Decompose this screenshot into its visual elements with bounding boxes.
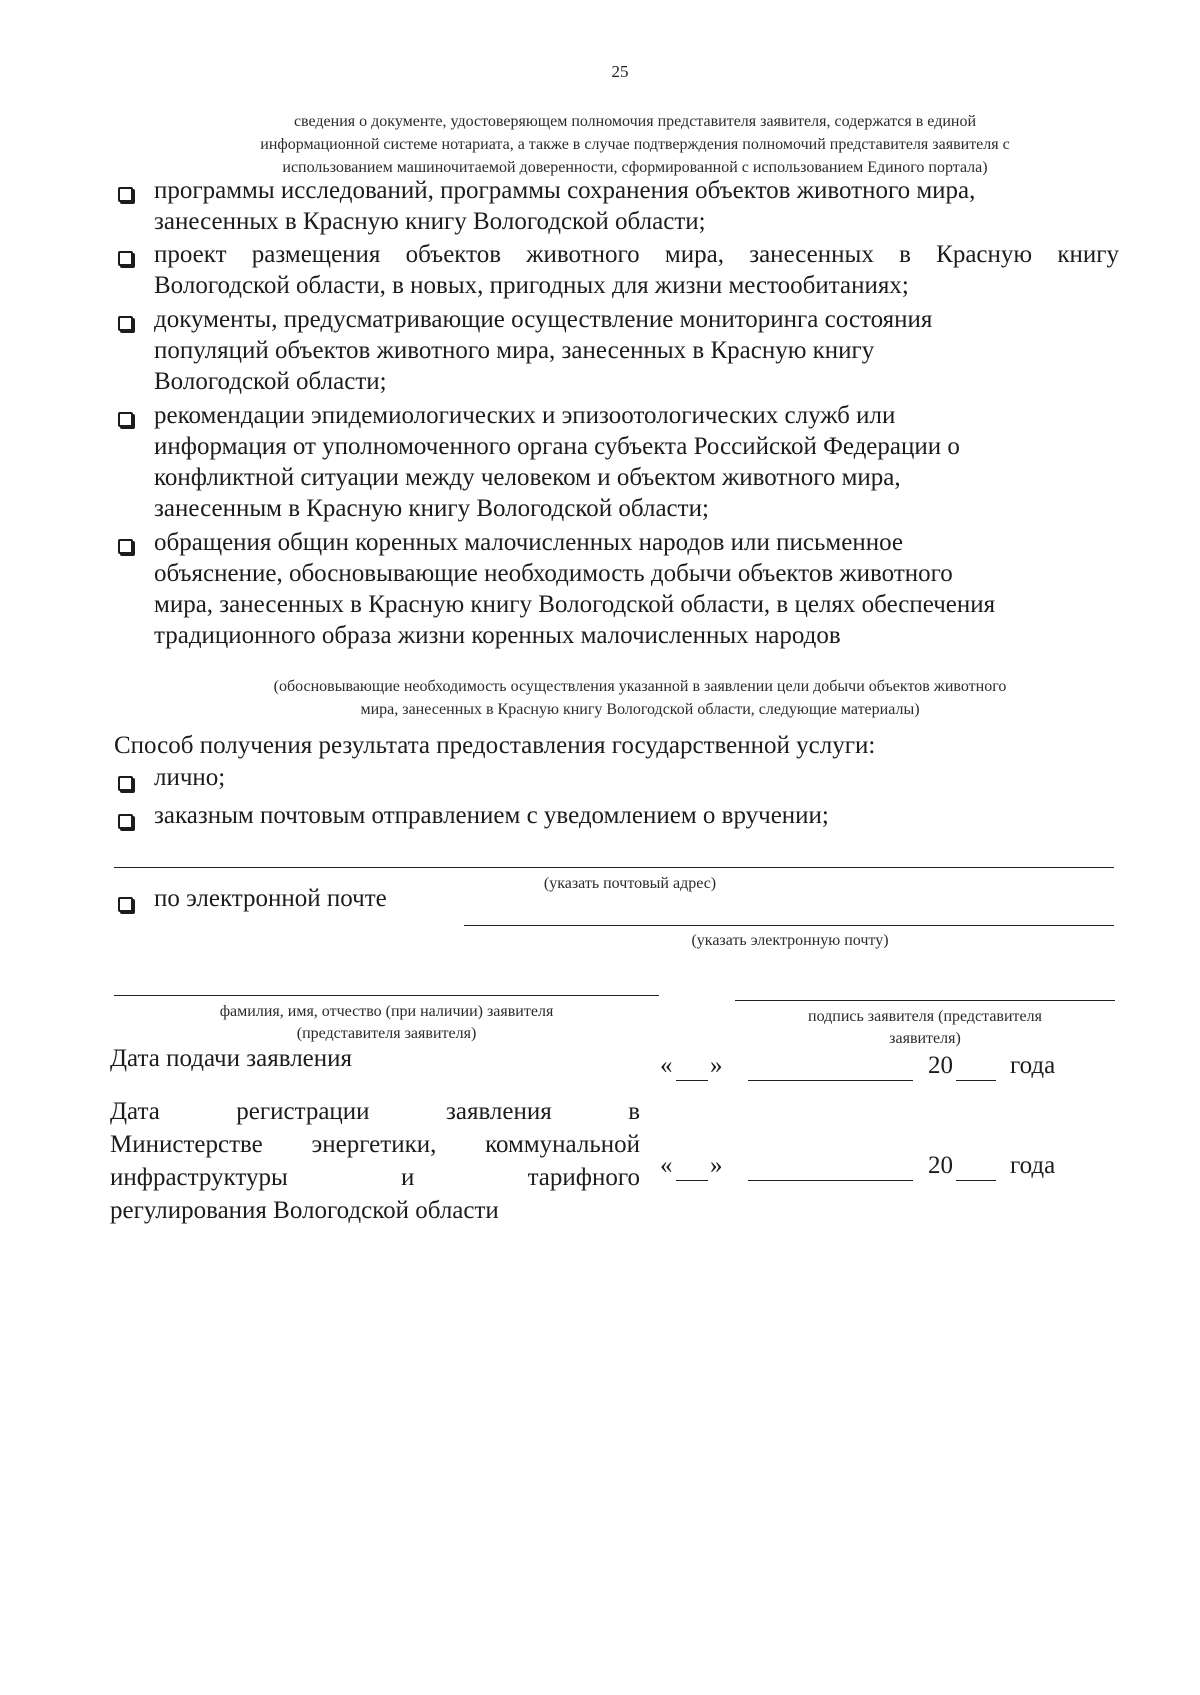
delivery-in-person: лично; [154, 764, 226, 791]
document-line: объяснение, обосновывающие необходимость добычи объектов животного [154, 560, 953, 587]
page-number: 25 [611, 62, 629, 81]
note-top-line: сведения о документе, удостоверяющем полномочия представителя заявителя, содержатся в единой [293, 113, 977, 130]
document-line: популяций объектов животного мира, занесенных в Красную книгу [154, 337, 875, 364]
document-line: занесенных в Красную книгу Вологодской области; [154, 208, 706, 235]
quote-open: « [660, 1052, 673, 1079]
registration-word: инфраструктуры [110, 1164, 288, 1191]
note-middle-line: (обосновывающие необходимость осуществления указанной в заявлении цели добычи объектов животного [273, 678, 1007, 695]
note-middle [160, 675, 1120, 721]
checkbox-in-person[interactable] [118, 776, 133, 791]
quote-close: » [710, 1152, 723, 1179]
year-word: года [1010, 1152, 1056, 1179]
month-blank[interactable] [748, 1180, 913, 1181]
document-line: обращения общин коренных малочисленных народов или письменное [154, 529, 903, 556]
applicant-name-caption-line: (представителя заявителя) [296, 1025, 477, 1042]
registration-word: заявления [445, 1098, 552, 1125]
signature-caption [735, 1006, 1115, 1050]
note-top-line: информационной системе нотариата, а также в случае подтверждения полномочий представителя заявителя с [260, 136, 1010, 153]
applicant-name-caption [114, 1001, 659, 1045]
delivery-post: заказным почтовым отправлением с уведомлением о вручении; [154, 802, 829, 829]
signature-line[interactable] [735, 1000, 1115, 1001]
document-line: Вологодской области, в новых, пригодных для жизни местообитаниях; [154, 272, 909, 299]
document-line: конфликтной ситуации между человеком и объектом животного мира, [154, 464, 901, 491]
registration-word: в [628, 1098, 640, 1125]
signature-caption-line: подпись заявителя (представителя [808, 1008, 1042, 1025]
year-word: года [1010, 1052, 1056, 1079]
quote-open: « [660, 1152, 673, 1179]
applicant-name-caption-line: фамилия, имя, отчество (при наличии) заявителя [219, 1003, 554, 1020]
document-line: документы, предусматривающие осуществление мониторинга состояния [154, 306, 933, 333]
document-line: программы исследований, программы сохранения объектов животного мира, [154, 177, 976, 204]
registration-date-field [660, 1152, 1080, 1186]
document-line: традиционного образа жизни коренных малочисленных народов [154, 622, 841, 649]
checkbox[interactable] [118, 412, 133, 427]
document-line: мира, занесенных в Красную книгу Вологодской области, в целях обеспечения [154, 591, 996, 618]
document-line: рекомендации эпидемиологических и эпизоотологических служб или [154, 402, 896, 429]
registration-date-label [110, 1095, 640, 1227]
postal-address-caption: (указать почтовый адрес) [543, 875, 717, 892]
registration-word: и [400, 1164, 415, 1191]
note-top-line: использованием машиночитаемой доверенности, сформированной с использованием Единого портала) [282, 159, 988, 176]
document-line: информация от уполномоченного органа субъекта Российской Федерации о [154, 433, 960, 460]
registration-label-line [110, 1095, 640, 1128]
day-blank[interactable] [676, 1080, 708, 1081]
document-line: проект размещения объектов животного мира, занесенных в Красную книгу [154, 241, 1119, 268]
document-line: Вологодской области; [154, 368, 387, 395]
year-blank[interactable] [956, 1180, 996, 1181]
registration-label-line: регулирования Вологодской области [110, 1197, 499, 1224]
signature-caption-line: заявителя) [889, 1030, 961, 1047]
applicant-name-line[interactable] [114, 995, 659, 996]
checkbox[interactable] [118, 316, 133, 331]
registration-word: тарифного [527, 1164, 640, 1191]
quote-close: » [710, 1052, 723, 1079]
registration-label-line [110, 1161, 640, 1194]
year-blank[interactable] [956, 1080, 996, 1081]
checkbox-post[interactable] [118, 814, 133, 829]
document-line: занесенным в Красную книгу Вологодской области; [154, 495, 709, 522]
delivery-email: по электронной почте [154, 885, 387, 912]
email-address-caption: (указать электронную почту) [691, 932, 889, 949]
year-prefix: 20 [928, 1152, 953, 1179]
registration-word: регистрации [236, 1098, 370, 1125]
note-middle-line: мира, занесенных в Красную книгу Вологодской области, следующие материалы) [360, 701, 920, 718]
submission-date-field [660, 1052, 1080, 1086]
documents-list [0, 0, 1200, 670]
delivery-heading: Способ получения результата предоставления государственной услуги: [114, 732, 876, 759]
year-prefix: 20 [928, 1052, 953, 1079]
checkbox[interactable] [118, 539, 133, 554]
registration-word: Дата [110, 1098, 160, 1125]
checkbox[interactable] [118, 187, 133, 202]
email-address-line[interactable] [464, 925, 1114, 926]
postal-address-line[interactable] [114, 867, 1114, 868]
registration-label-line: Министерстве энергетики, коммунальной [110, 1131, 640, 1158]
day-blank[interactable] [676, 1180, 708, 1181]
month-blank[interactable] [748, 1080, 913, 1081]
checkbox-email[interactable] [118, 897, 133, 912]
submission-date-label: Дата подачи заявления [110, 1045, 353, 1072]
checkbox[interactable] [118, 251, 133, 266]
